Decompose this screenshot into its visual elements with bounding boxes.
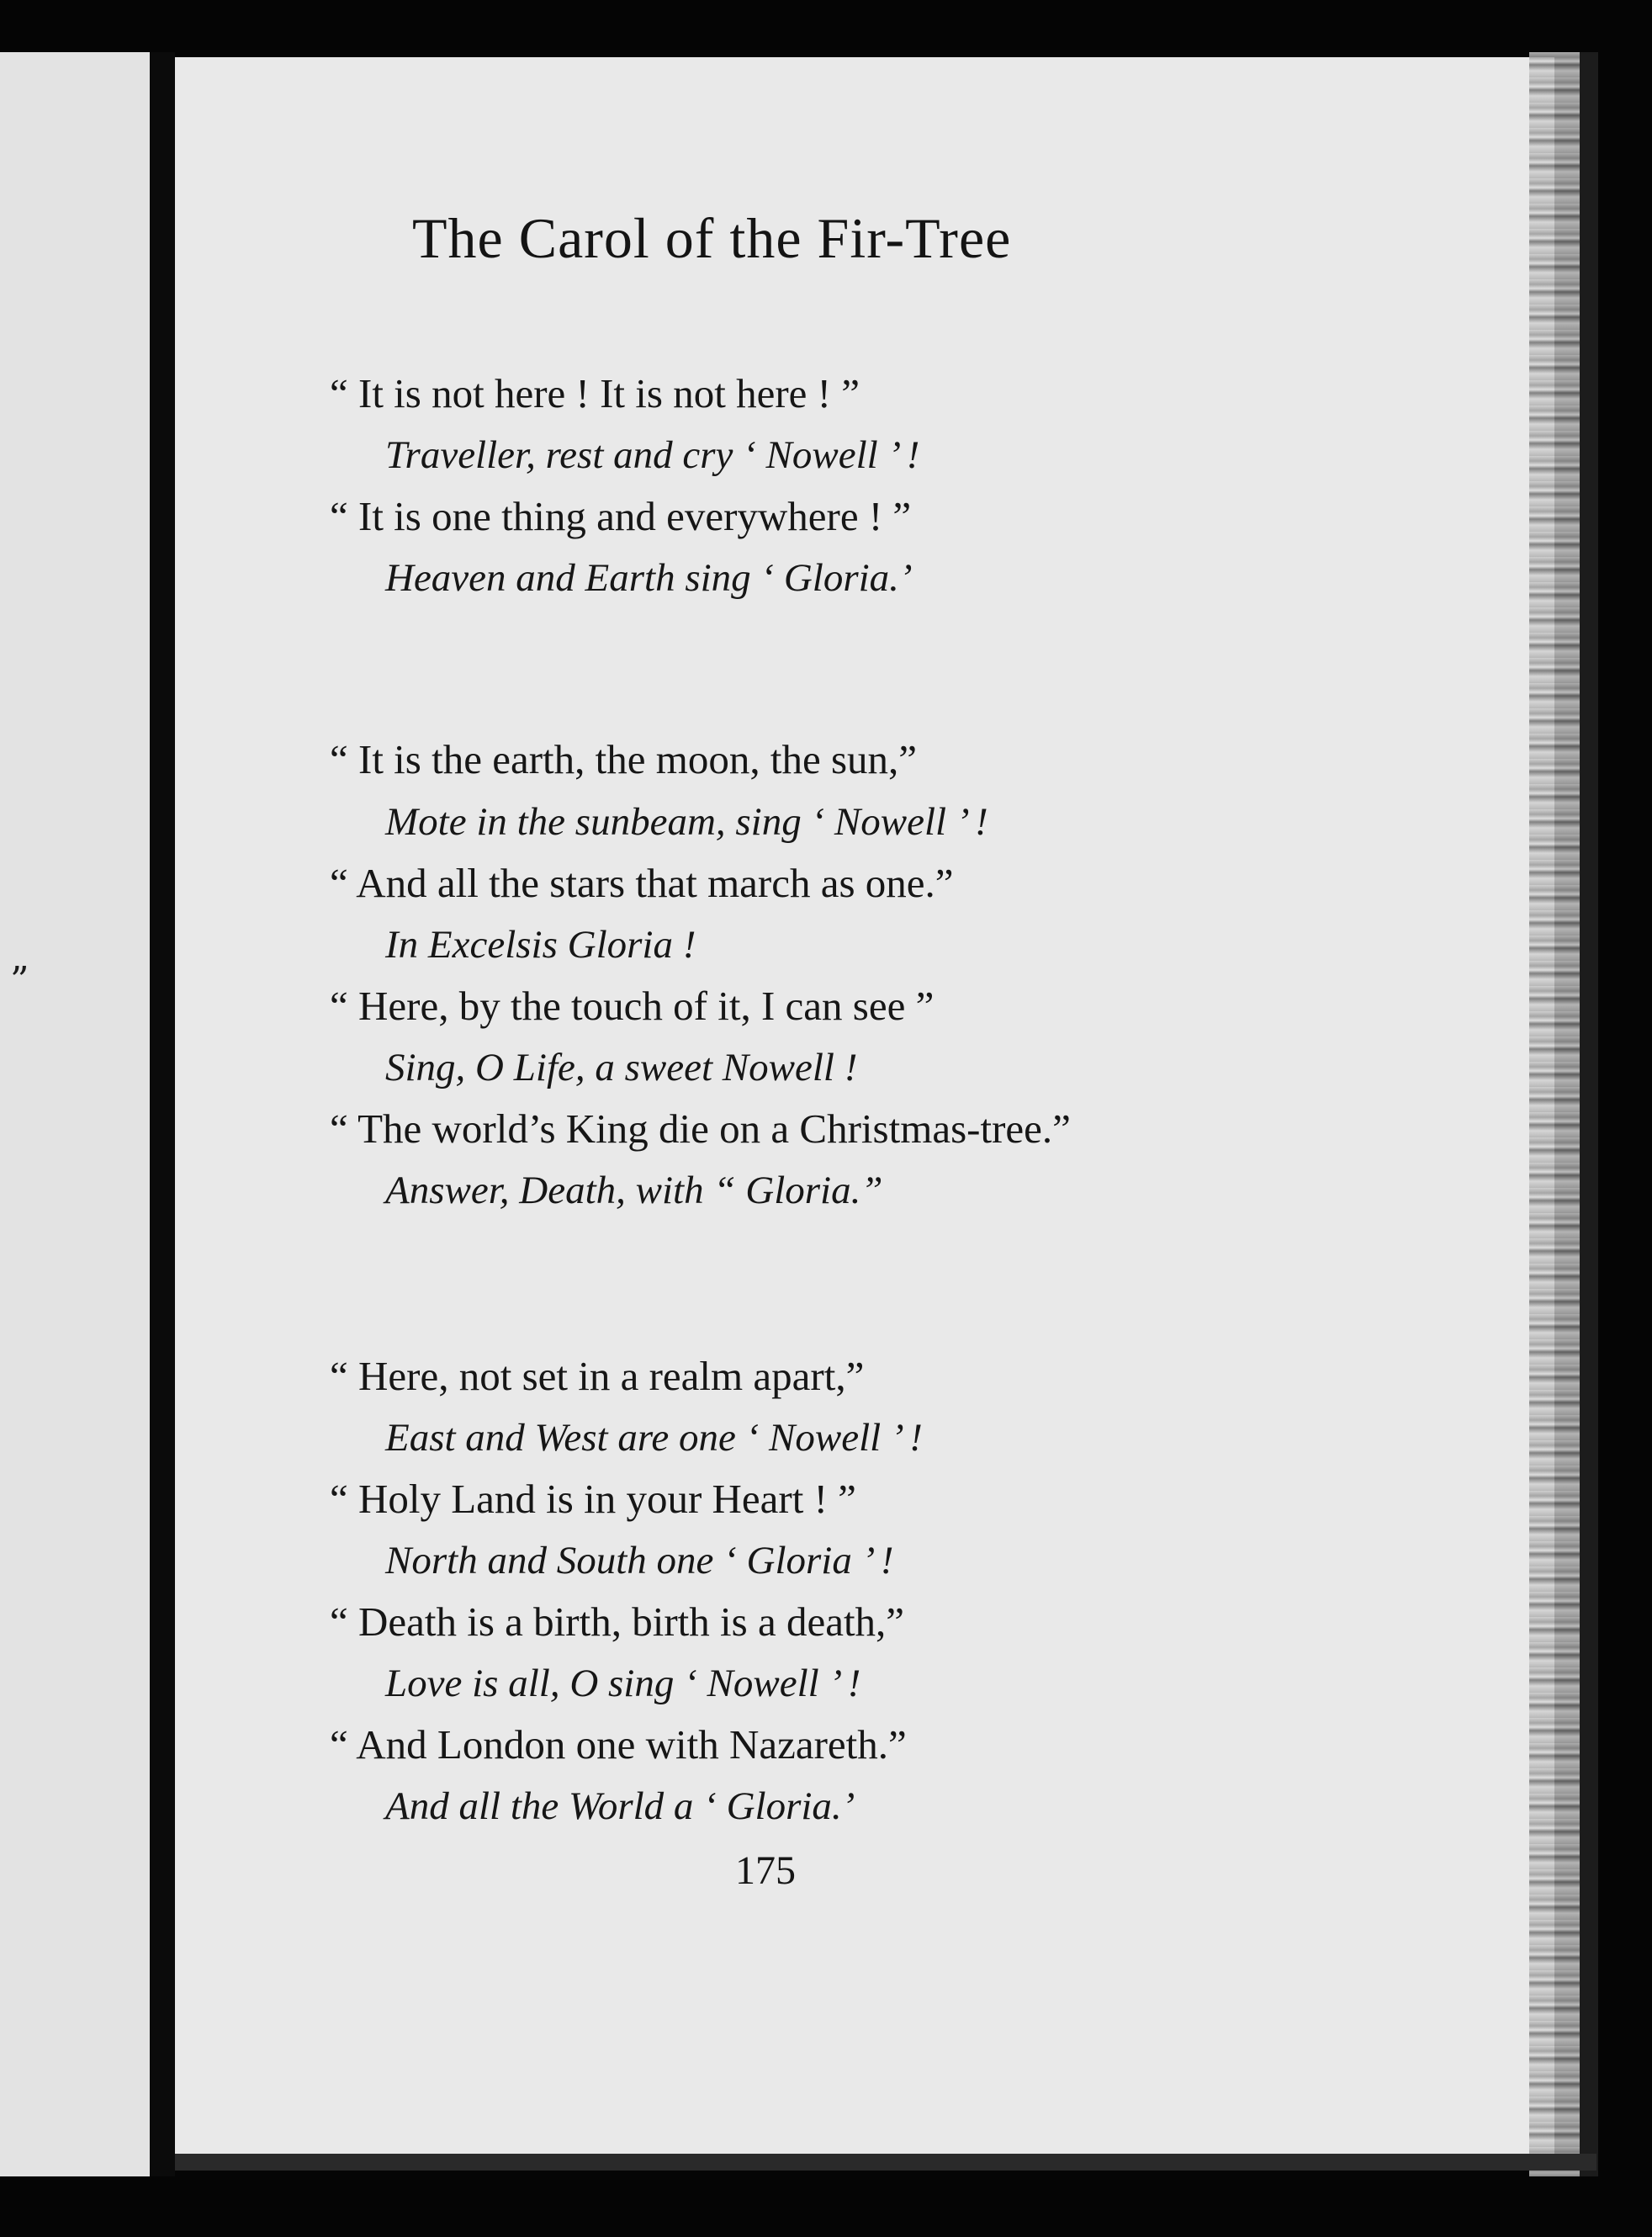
poem-line: “ It is one thing and everywhere ! ”: [330, 493, 912, 539]
poem-line: “ It is not here ! It is not here ! ”: [330, 370, 860, 416]
poem-line: “ Here, not set in a realm apart,”: [330, 1353, 865, 1399]
poem-refrain-line: Sing, O Life, a sweet Nowell !: [385, 1046, 858, 1089]
poem-line: “ The world’s King die on a Christmas-tree.”: [330, 1105, 1071, 1152]
page-edge-shadow: [1580, 52, 1598, 2176]
page-bottom-edge: [175, 2154, 1596, 2171]
poem-text-block: [175, 57, 1554, 2154]
poem-title: The Carol of the Fir-Tree: [412, 206, 1012, 270]
poem-refrain-line: Love is all, O sing ‘ Nowell ’ !: [385, 1662, 861, 1705]
poem-refrain-line: And all the World a ‘ Gloria.’: [385, 1784, 855, 1828]
poem-line: “ And all the stars that march as one.”: [330, 860, 954, 906]
poem-refrain-line: North and South one ‘ Gloria ’ !: [385, 1539, 894, 1582]
book-page: [175, 57, 1554, 2154]
poem-line: “ Death is a birth, birth is a death,”: [330, 1598, 905, 1645]
left-facing-page: [0, 52, 150, 2176]
left-page-fragment: ”: [10, 959, 29, 1002]
poem-line: “ Holy Land is in your Heart ! ”: [330, 1476, 856, 1522]
page-number: 175: [735, 1848, 796, 1893]
poem-line: “ And London one with Nazareth.”: [330, 1721, 907, 1768]
page-gutter: [150, 52, 175, 2176]
poem-refrain-line: Mote in the sunbeam, sing ‘ Nowell ’ !: [385, 800, 988, 844]
poem-refrain-line: In Excelsis Gloria !: [385, 923, 696, 967]
poem-refrain-line: East and West are one ‘ Nowell ’ !: [385, 1416, 923, 1460]
poem-refrain-line: Traveller, rest and cry ‘ Nowell ’ !: [385, 433, 920, 477]
poem-line: “ It is the earth, the moon, the sun,”: [330, 736, 918, 782]
poem-line: “ Here, by the touch of it, I can see ”: [330, 983, 935, 1029]
poem-refrain-line: Heaven and Earth sing ‘ Gloria.’: [385, 556, 913, 600]
poem-refrain-line: Answer, Death, with “ Gloria.”: [385, 1169, 883, 1212]
